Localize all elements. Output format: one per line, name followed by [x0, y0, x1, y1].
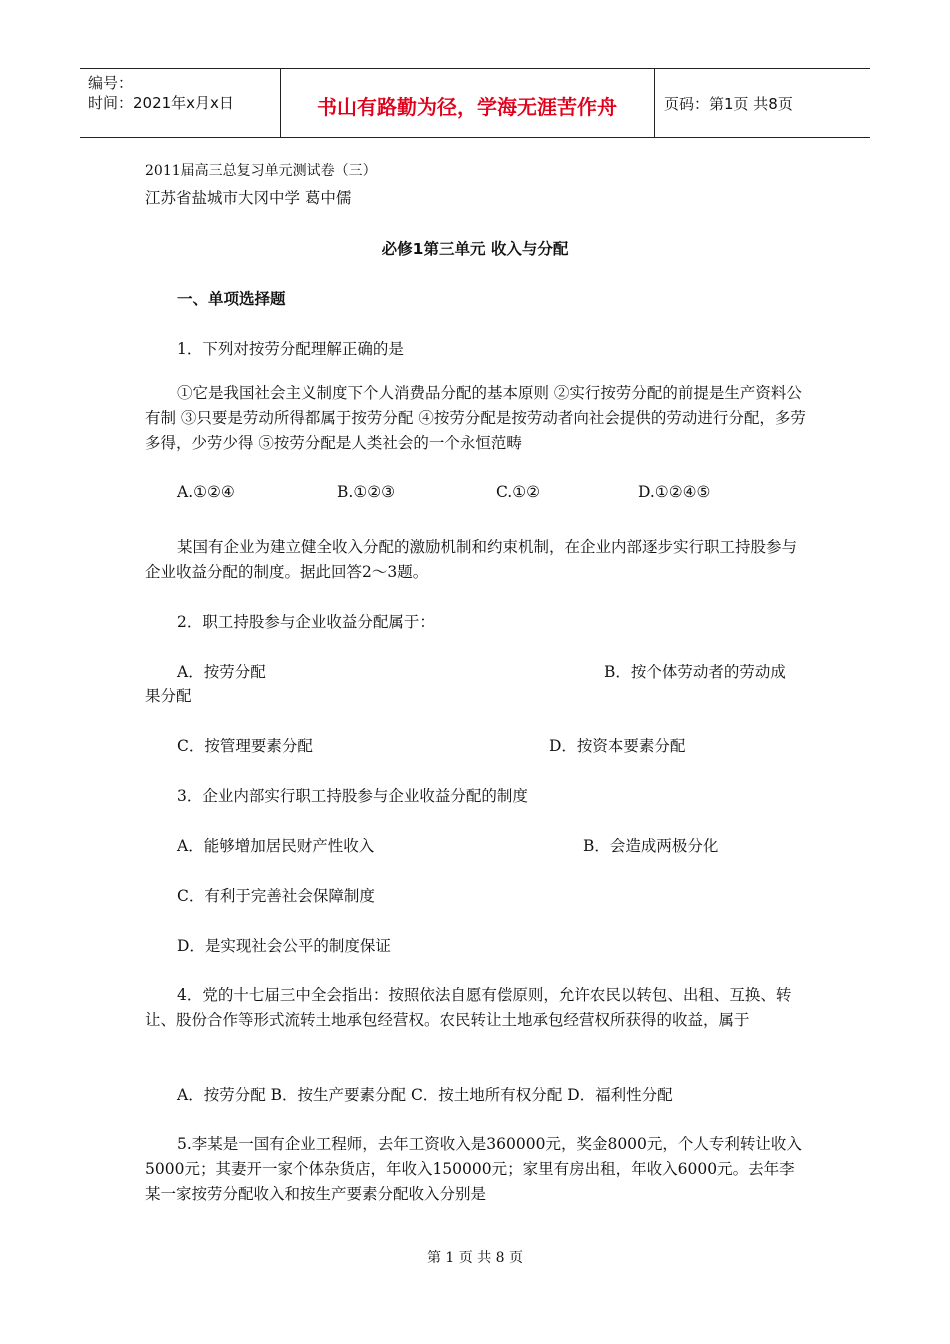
q3-option-c: C．有利于完善社会保障制度 — [177, 887, 375, 905]
q4-options: A．按劳分配 B．按生产要素分配 C．按土地所有权分配 D．福利性分配 — [177, 1086, 673, 1104]
header-motto-cell — [280, 69, 655, 137]
author-line: 江苏省盐城市大冈中学 葛中儒 — [145, 189, 352, 207]
q2-option-b: B．按个体劳动者的劳动成 — [604, 663, 786, 681]
material-paragraph: 某国有企业为建立健全收入分配的激励机制和约束机制，在企业内部逐步实行职工持股参与企业收益分配的制度。据此回答2～3题。 — [145, 538, 798, 581]
exam-title: 2011届高三总复习单元测试卷（三） — [145, 163, 377, 179]
time-label: 时间：2021年x月x日 — [88, 94, 234, 112]
motto: 书山有路勤为径，学海无涯苦作舟 — [317, 95, 617, 119]
q1-option-b: B.①②③ — [337, 483, 396, 501]
page-footer: 第 1 页 共 8 页 — [426, 1250, 524, 1266]
q2-stem: 2．职工持股参与企业收益分配属于： — [177, 613, 435, 631]
header-page-cell — [654, 69, 870, 137]
q3-option-d: D．是实现社会公平的制度保证 — [177, 937, 391, 955]
q1-stem: 1．下列对按劳分配理解正确的是 — [177, 340, 404, 358]
q1-option-d: D.①②④⑤ — [638, 483, 711, 501]
number-label: 编号： — [88, 74, 134, 92]
q3-option-b: B．会造成两极分化 — [583, 837, 719, 855]
q1-option-a: A.①②④ — [177, 483, 235, 501]
q2-option-d: D．按资本要素分配 — [549, 737, 686, 755]
header-table — [80, 68, 870, 138]
q5-body: 5.李某是一国有企业工程师，去年工资收入是360000元，奖金8000元，个人专利转让收入5000元；其妻开一家个体杂货店，年收入150000元；家里有房出租，年收入6000元。去年李某一家按劳分配收入和按生产要素分配收入分别是 — [145, 1135, 802, 1203]
header-meta-cell — [80, 69, 281, 137]
q2-option-c: C．按管理要素分配 — [177, 737, 313, 755]
q3-stem: 3．企业内部实行职工持股参与企业收益分配的制度 — [177, 787, 528, 805]
q1-option-c: C.①② — [496, 483, 541, 501]
page-info: 页码：第1页 共8页 — [664, 95, 793, 113]
q1-body: ①它是我国社会主义制度下个人消费品分配的基本原则 ②实行按劳分配的前提是生产资料公有制 ③只要是劳动所得都属于按劳分配 ④按劳分配是按劳动者向社会提供的劳动进行分配，多劳多得，少劳少得 ⑤按劳分配是人类社会的一个永恒范畴 — [145, 384, 806, 452]
q3-option-a: A．能够增加居民财产性收入 — [177, 837, 375, 855]
q2-option-b-cont: 果分配 — [145, 687, 192, 705]
unit-title: 必修1第三单元 收入与分配 — [381, 240, 569, 258]
section-heading: 一、单项选择题 — [177, 290, 286, 308]
q2-option-a: A．按劳分配 — [177, 663, 266, 681]
q4-body: 4．党的十七届三中全会指出：按照依法自愿有偿原则，允许农民以转包、出租、互换、转让、股份合作等形式流转土地承包经营权。农民转让土地承包经营权所获得的收益，属于 — [145, 986, 792, 1029]
